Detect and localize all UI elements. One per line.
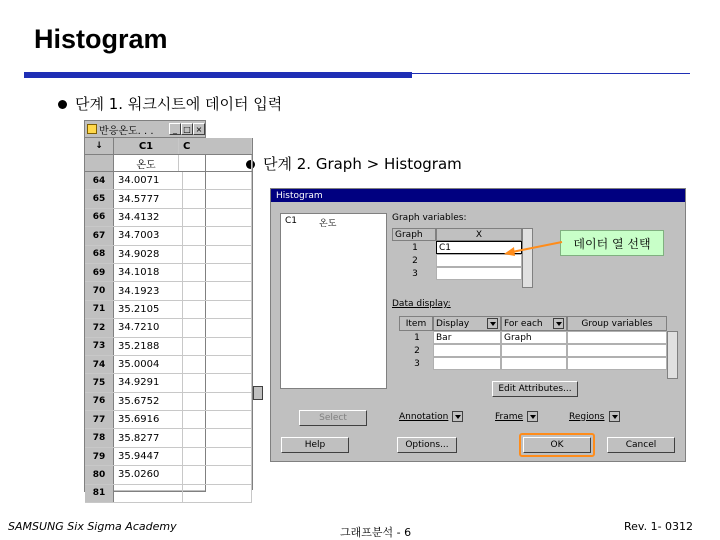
row-number[interactable]: 68 [85,246,114,263]
ok-highlight [519,433,595,457]
table-row [85,319,252,337]
footer-right: Rev. 1- 0312 [624,520,694,533]
row-number[interactable]: 65 [85,190,114,207]
data-cell[interactable]: 34.1923 [114,282,183,299]
display-header-label: Display [436,318,470,329]
graph-x-cell[interactable] [436,267,522,280]
data-cell[interactable]: 34.5777 [114,190,183,207]
group-variables-cell[interactable] [567,357,667,370]
data-cell[interactable] [114,485,183,502]
table-row [85,338,252,356]
data-cell[interactable] [183,209,252,226]
graph-row-number: 1 [392,241,436,254]
data-cell[interactable]: 34.4132 [114,209,183,226]
graph-row-number: 3 [392,267,436,280]
chevron-down-icon[interactable] [527,411,538,422]
footer-left: SAMSUNG Six Sigma Academy [8,520,177,533]
variable-list[interactable] [280,213,387,389]
data-cell[interactable]: 35.8277 [114,429,183,446]
page-title: Histogram [34,24,168,54]
callout-arrow-icon [500,238,564,262]
row-number[interactable]: 67 [85,227,114,244]
data-cell[interactable] [183,466,252,483]
worksheet-title: 반응온도. . . [99,125,154,137]
table-row [85,190,252,208]
vertical-scrollbar[interactable] [252,138,253,490]
data-cell[interactable]: 34.0071 [114,172,183,189]
table-row [85,282,252,300]
data-cell[interactable]: 35.2188 [114,338,183,355]
data-cell[interactable] [183,485,252,502]
data-cell[interactable]: 34.7003 [114,227,183,244]
display-scrollbar[interactable] [667,331,678,379]
row-number[interactable]: 78 [85,429,114,446]
graph-variables-label: Graph variables: [392,213,467,223]
column-header-c2[interactable]: C [179,138,252,154]
chevron-down-icon[interactable] [553,318,564,329]
data-cell[interactable] [183,227,252,244]
row-number[interactable]: 69 [85,264,114,281]
ok-button[interactable]: OK [523,437,591,453]
row-number[interactable]: 80 [85,466,114,483]
data-cell[interactable]: 35.0004 [114,356,183,373]
variable-name[interactable]: 온도 [319,219,337,229]
bullet-icon [58,100,67,109]
options-button[interactable]: Options... [397,437,457,453]
row-number[interactable]: 64 [85,172,114,189]
data-display-label: Data display: [392,299,451,309]
frame-menu[interactable] [495,411,538,422]
foreach-header[interactable] [501,316,567,331]
edit-attributes-button[interactable]: Edit Attributes... [492,381,578,397]
table-row [85,393,252,411]
table-row [85,429,252,447]
row-number[interactable]: 81 [85,485,114,502]
foreach-header-label: For each [504,318,543,329]
data-cell[interactable]: 34.1018 [114,264,183,281]
foreach-cell[interactable]: Graph [501,331,567,344]
data-cell[interactable]: 34.7210 [114,319,183,336]
worksheet-icon [87,124,97,134]
data-cell[interactable] [183,411,252,428]
table-row [85,172,252,190]
regions-menu[interactable] [569,411,620,422]
column-arrow-icon[interactable]: ↓ [85,138,114,154]
table-row [85,485,252,503]
data-cell[interactable] [183,338,252,355]
display-cell[interactable] [433,357,501,370]
column-name-cell[interactable] [179,155,252,171]
foreach-cell[interactable] [501,357,567,370]
data-cell[interactable] [183,301,252,318]
table-row [85,411,252,429]
display-row-number: 3 [399,357,433,370]
chevron-down-icon[interactable] [452,411,463,422]
group-variables-cell[interactable] [567,331,667,344]
data-cell[interactable] [183,356,252,373]
display-cell[interactable]: Bar [433,331,501,344]
table-row [85,264,252,282]
table-row [85,374,252,392]
regions-label: Regions [569,411,605,422]
x-col-header: X [436,228,522,241]
foreach-cell[interactable] [501,344,567,357]
step1-text [58,93,282,114]
data-cell[interactable]: 35.9447 [114,448,183,465]
group-variables-header: Group variables [567,316,667,331]
annotation-label: Annotation [399,411,449,422]
data-cell[interactable] [183,429,252,446]
title-underline [24,72,412,78]
graph-row-number: 2 [392,254,436,267]
worksheet-window [84,120,206,499]
graph-x-cell[interactable]: C1 [436,241,522,254]
title-underline-thin [412,73,690,74]
graph-col-header: Graph [392,228,436,241]
data-display-grid[interactable] [399,316,679,370]
table-row [85,209,252,227]
table-row [85,466,252,484]
cancel-button[interactable]: Cancel [607,437,675,453]
data-cell[interactable]: 34.9028 [114,246,183,263]
chevron-down-icon[interactable] [609,411,620,422]
row-number[interactable]: 71 [85,301,114,318]
display-row-number: 2 [399,344,433,357]
variable-col[interactable]: C1 [285,216,298,226]
data-cell[interactable] [183,282,252,299]
data-cell[interactable]: 34.9291 [114,374,183,391]
dialog-titlebar[interactable]: Histogram [271,189,685,202]
row-number[interactable]: 75 [85,374,114,391]
step2-text [246,153,462,174]
data-cell[interactable] [183,319,252,336]
help-button[interactable]: Help [281,437,349,453]
footer-center: 그래프분석 - 6 [340,526,412,539]
table-row [85,246,252,264]
row-number[interactable]: 76 [85,393,114,410]
close-button[interactable]: × [193,123,205,135]
worksheet-titlebar[interactable] [85,121,205,138]
data-cell[interactable] [183,264,252,281]
display-row [399,331,679,344]
data-cell[interactable] [183,448,252,465]
display-header[interactable] [433,316,501,331]
callout-label: 데이터 열 선택 [560,230,664,256]
item-header: Item [399,316,433,331]
data-cell[interactable]: 35.6916 [114,411,183,428]
table-row [85,227,252,245]
row-number[interactable]: 66 [85,209,114,226]
row-number[interactable]: 72 [85,319,114,336]
table-row [85,356,252,374]
display-row-number: 1 [399,331,433,344]
annotation-menu[interactable] [399,411,463,422]
group-variables-cell[interactable] [567,344,667,357]
frame-label: Frame [495,411,524,422]
step2-label: 단계 2. Graph > Histogram [263,155,462,173]
column-header-c1[interactable]: C1 [114,138,179,154]
data-cell[interactable] [183,190,252,207]
scrollbar-thumb[interactable] [253,386,263,400]
data-cell[interactable]: 35.0260 [114,466,183,483]
row-number[interactable]: 77 [85,411,114,428]
data-cell[interactable] [183,393,252,410]
table-row [85,448,252,466]
row-number[interactable]: 73 [85,338,114,355]
display-row [399,344,679,357]
step1-label: 단계 1. 워크시트에 데이터 입력 [75,95,283,113]
name-row-header [85,155,114,171]
table-row [85,301,252,319]
worksheet-rows [85,172,252,503]
row-number[interactable]: 70 [85,282,114,299]
data-cell[interactable]: 35.6752 [114,393,183,410]
data-cell[interactable] [183,246,252,263]
row-number[interactable]: 74 [85,356,114,373]
chevron-down-icon[interactable] [487,318,498,329]
minimize-button[interactable]: _ [169,123,181,135]
data-cell[interactable] [183,172,252,189]
data-cell[interactable] [183,374,252,391]
column-name-cell[interactable]: 온도 [114,155,179,171]
display-row [399,357,679,370]
display-cell[interactable] [433,344,501,357]
maximize-button[interactable]: □ [181,123,193,135]
data-cell[interactable]: 35.2105 [114,301,183,318]
select-button[interactable]: Select [299,410,367,426]
row-number[interactable]: 79 [85,448,114,465]
